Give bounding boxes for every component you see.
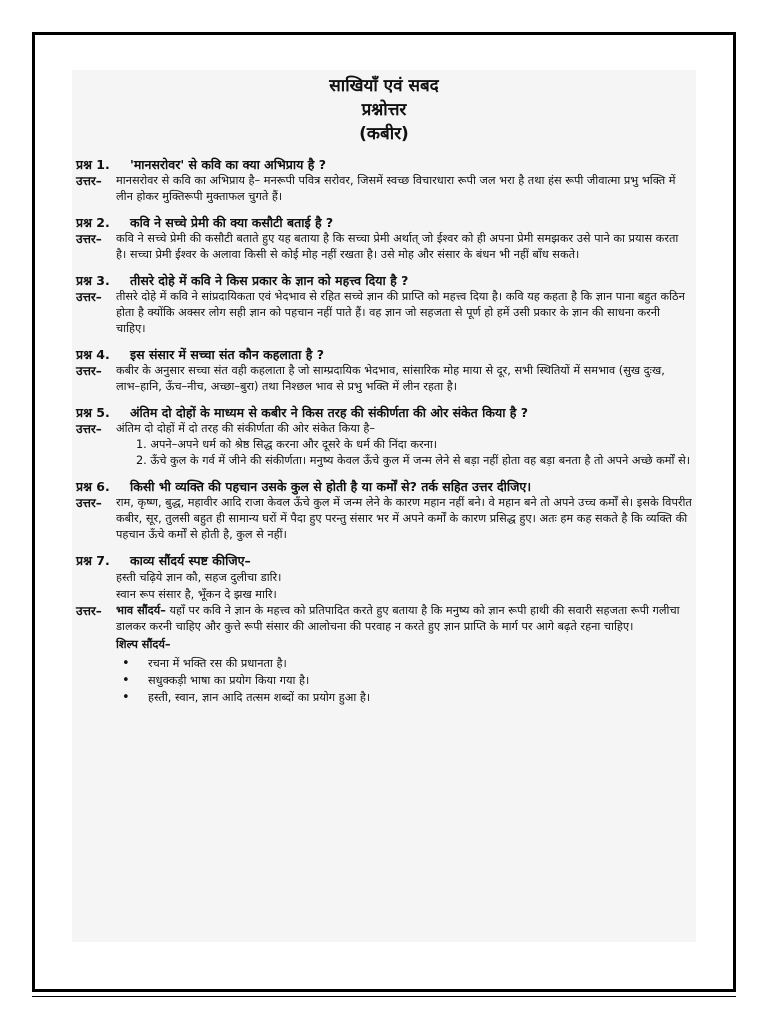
title-block — [72, 74, 696, 146]
answer-3 — [76, 289, 692, 337]
bhav-saundarya-heading: भाव सौंदर्य– — [116, 604, 166, 617]
question-7 — [76, 552, 692, 569]
title-line-1: साखियाँ एवं सबद — [329, 76, 439, 96]
answer-text: अंतिम दो दोहों में दो तरह की संकीर्णता की ओर संकेत किया है– — [116, 422, 375, 435]
question-1 — [76, 156, 692, 173]
answer-label: उत्तर– — [76, 496, 102, 510]
answer-label: उत्तर– — [76, 422, 102, 436]
question-6 — [76, 478, 692, 495]
content-panel — [72, 70, 696, 942]
answer-6 — [76, 495, 692, 543]
question-3 — [76, 272, 692, 289]
answer-text: राम, कृष्ण, बुद्ध, महावीर आदि राजा केवल ऊँचे कुल में जन्म लेने के कारण महान नहीं बने। वे महान बने तो अपने उच्च कर्मों से। इसके विपरीत कबीर, सूर, तुलसी बहुत ही सामान्य घरों में पैदा हुए परन्तु संसार भर में अपने कर्मों के कारण प्रसिद्ध हुए। अतः हम कह सकते है कि व्यक्ति की पहचान ऊँचे कर्मों से होती है, कुल से नहीं। — [116, 496, 692, 541]
question-number: प्रश्न 6. — [76, 479, 110, 494]
question-text: तीसरे दोहे में कवि ने किस प्रकार के ज्ञान को महत्त्व दिया है ? — [130, 273, 409, 288]
question-text: काव्य सौंदर्य स्पष्ट कीजिए– — [130, 553, 251, 568]
question-5 — [76, 404, 692, 421]
answer-label: उत्तर– — [76, 174, 102, 188]
answer-1 — [76, 173, 692, 205]
question-number: प्रश्न 5. — [76, 405, 110, 420]
craft-points-list — [116, 655, 692, 706]
question-text: किसी भी व्यक्ति की पहचान उसके कुल से होती है या कर्मों से? तर्क सहित उत्तर दीजिए। — [130, 479, 532, 494]
poem-line-2: स्वान रूप संसार है, भूँकन दे झख मारि। — [116, 588, 277, 601]
answer-4 — [76, 363, 692, 395]
answer-text: कवि ने सच्चे प्रेमी की कसौटी बताते हुए यह बताया है कि सच्चा प्रेमी अर्थात् जो ईश्वर को ही अपना प्रेमी समझकर उसे पाने का प्रयास करता है। सच्चा प्रेमी ईश्वर के अलावा किसी से कोई मोह नहीं रखता है। उसे मोह और संसार के बंधन भी नहीं बाँध सकते। — [116, 232, 679, 261]
answer-text: तीसरे दोहे में कवि ने सांप्रदायिकता एवं भेदभाव से रहित सच्चे ज्ञान की प्राप्ति को महत्त्व दिया है। कवि यह कहता है कि ज्ञान पाना बहुत कठिन होता है क्योंकि अक्सर लोग सही ज्ञान को पहचान नहीं पाते हैं। वह ज्ञान जो सहजता से पूर्ण हो हमें उसी प्रकार के ज्ञान की साधना करनी चाहिए। — [116, 290, 685, 335]
answer-label: उत्तर– — [76, 364, 102, 378]
qa-list — [76, 156, 692, 706]
answer-7 — [76, 603, 692, 706]
poem-line-1: हस्ती चढ़िये ज्ञान कौ, सहज दुलीचा डारि। — [116, 571, 282, 584]
title-line-3: (कबीर) — [359, 124, 409, 144]
answer-text: कबीर के अनुसार सच्चा संत वही कहलाता है जो साम्प्रदायिक भेदभाव, सांसारिक मोह माया से दूर, सभी स्थितियों में समभाव (सुख दुःख, लाभ–हानि, ऊँच–नीच, अच्छा–बुरा) तथा निश्छल भाव से प्रभु भक्ति में लीन रहता है। — [116, 364, 665, 393]
question-number: प्रश्न 1. — [76, 157, 110, 172]
answer-text: मानसरोवर से कवि का अभिप्राय है– मनरूपी पवित्र सरोवर, जिसमें स्वच्छ विचारधारा रूपी जल भरा है तथा हंस रूपी जीवात्मा प्रभु भक्ति में लीन होकर मुक्तिरूपी मुक्ताफल चुगते हैं। — [116, 174, 676, 203]
answer-2 — [76, 231, 692, 263]
answer-label: उत्तर– — [76, 604, 102, 618]
question-number: प्रश्न 4. — [76, 347, 110, 362]
answer-label: उत्तर– — [76, 232, 102, 246]
title-line-2: प्रश्नोत्तर — [361, 100, 407, 120]
question-4 — [76, 346, 692, 363]
answer-label: उत्तर– — [76, 290, 102, 304]
page-border-bottom-rule — [32, 996, 736, 997]
list-item: • हस्ती, स्वान, ज्ञान आदि तत्सम शब्दों का प्रयोग हुआ है। — [116, 689, 692, 706]
answer-point-2: 2. ऊँचे कुल के गर्व में जीने की संकीर्णता। मनुष्य केवल ऊँचे कुल में जन्म लेने से बड़ा नहीं होता वह बड़ा बनता है तो अपने अच्छे कर्मों से। — [136, 454, 690, 467]
answer-point-1: 1. अपने–अपने धर्म को श्रेष्ठ सिद्ध करना और दूसरे के धर्म की निंदा करना। — [136, 438, 438, 451]
question-number: प्रश्न 3. — [76, 273, 110, 288]
shilp-saundarya-heading: शिल्प सौंदर्य– — [116, 638, 171, 651]
question-text: इस संसार में सच्चा संत कौन कहलाता है ? — [130, 347, 325, 362]
poem-couplet — [76, 569, 692, 603]
question-text: अंतिम दो दोहों के माध्यम से कबीर ने किस तरह की संकीर्णता की ओर संकेत किया है ? — [130, 405, 529, 420]
question-2 — [76, 214, 692, 231]
question-text: 'मानसरोवर' से कवि का क्या अभिप्राय है ? — [130, 157, 326, 172]
list-item: • सधुक्कड़ी भाषा का प्रयोग किया गया है। — [116, 672, 692, 689]
question-text: कवि ने सच्चे प्रेमी की क्या कसौटी बताई है ? — [130, 215, 334, 230]
question-number: प्रश्न 2. — [76, 215, 110, 230]
list-item: • रचना में भक्ति रस की प्रधानता है। — [116, 655, 692, 672]
question-number: प्रश्न 7. — [76, 553, 110, 568]
answer-5 — [76, 421, 692, 469]
answer-text: यहाँ पर कवि ने ज्ञान के महत्त्व को प्रतिपादित करते हुए बताया है कि मनुष्य को ज्ञान रूपी हाथी की सवारी सहजता रूपी गलीचा डालकर करनी चाहिए और कुत्ते रूपी संसार की आलोचना की परवाह न करते हुए ज्ञान प्राप्ति के मार्ग पर आगे बढ़ते रहना चाहिए। — [116, 604, 680, 633]
